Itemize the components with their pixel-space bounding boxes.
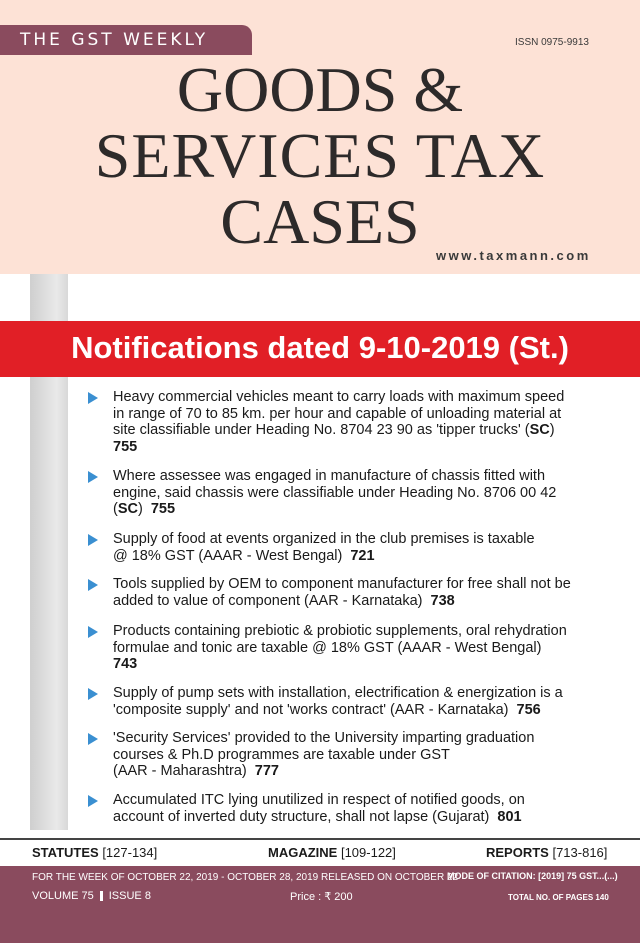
citation-mode: MODE OF CITATION: [2019] 75 GST...(...): [447, 871, 618, 881]
bullet-icon: [88, 688, 98, 700]
case-summary: 'Security Services' provided to the University imparting graduation courses & Ph.D programmes are taxable under GST (AAR - Maharashtra) 777: [113, 730, 535, 779]
case-summary: Where assessee was engaged in manufacture of chassis fitted with engine, said chassis were classifiable under Heading No. 8706 00 42 (SC) 755: [113, 468, 557, 517]
series-tab: [0, 25, 252, 55]
bullet-icon: [88, 471, 98, 483]
sections-bar: [0, 838, 640, 866]
series-name: THE GST WEEKLY: [20, 30, 209, 50]
issue-footer: [0, 866, 640, 943]
banner-text: Notifications dated 9-10-2019 (St.): [71, 330, 569, 365]
title-line-3: CASES: [220, 186, 420, 257]
separator: [100, 891, 103, 901]
bullet-icon: [88, 626, 98, 638]
total-pages: TOTAL NO. OF PAGES 140: [508, 893, 609, 902]
page-number: 756: [516, 701, 541, 718]
page-number: 755: [113, 438, 138, 455]
title-line-2: SERVICES TAX: [94, 120, 546, 191]
title-line-1: GOODS &: [176, 54, 464, 125]
price: Price : ₹ 200: [290, 891, 353, 903]
masthead: [0, 0, 640, 274]
website-link[interactable]: www.taxmann.com: [436, 248, 591, 263]
page-number: 743: [113, 656, 138, 672]
bullet-icon: [88, 392, 98, 404]
issn: ISSN 0975-9913: [515, 37, 589, 48]
page-number: 755: [150, 501, 176, 517]
page-number: 777: [254, 763, 279, 779]
case-summary: Supply of food at events organized in the club premises is taxable @ 18% GST (AAAR - West Bengal) 721: [113, 531, 535, 564]
page-number: 738: [430, 592, 455, 609]
section-statutes: STATUTES [127-134]: [32, 845, 158, 860]
page-number: 801: [497, 808, 522, 825]
case-summary: Heavy commercial vehicles meant to carry loads with maximum speed in range of 70 to 85 km. per hour and capable of unloading material at site classifiable under Heading No. 8704 23 90 as 'tipper trucks' (SC) 755: [113, 389, 565, 455]
bullet-icon: [88, 733, 98, 745]
section-reports: REPORTS [713-816]: [486, 845, 608, 860]
case-summary: Tools supplied by OEM to component manufacturer for free shall not be added to value of component (AAR - Karnataka) 738: [113, 576, 571, 609]
section-magazine: MAGAZINE [109-122]: [268, 845, 396, 860]
case-summary: Supply of pump sets with installation, electrification & energization is a 'composite supply' and not 'works contract' (AAR - Karnataka) 756: [113, 685, 563, 718]
week-line: FOR THE WEEK OF OCTOBER 22, 2019 - OCTOBER 28, 2019 RELEASED ON OCTOBER 22: [32, 872, 459, 883]
bullet-icon: [88, 795, 98, 807]
volume-issue: VOLUME 75 ISSUE 8: [32, 890, 151, 902]
page-number: 721: [350, 547, 375, 564]
bullet-icon: [88, 579, 98, 591]
notifications-banner: [0, 321, 640, 377]
bullet-icon: [88, 534, 98, 546]
case-summary: Products containing prebiotic & probiotic supplements, oral rehydration formulae and tonic are taxable @ 18% GST (AAAR - West Bengal) 743: [113, 623, 567, 672]
case-summary: Accumulated ITC lying unutilized in respect of notified goods, on account of inverted duty structure, shall not lapse (Gujarat) 801: [113, 792, 525, 825]
